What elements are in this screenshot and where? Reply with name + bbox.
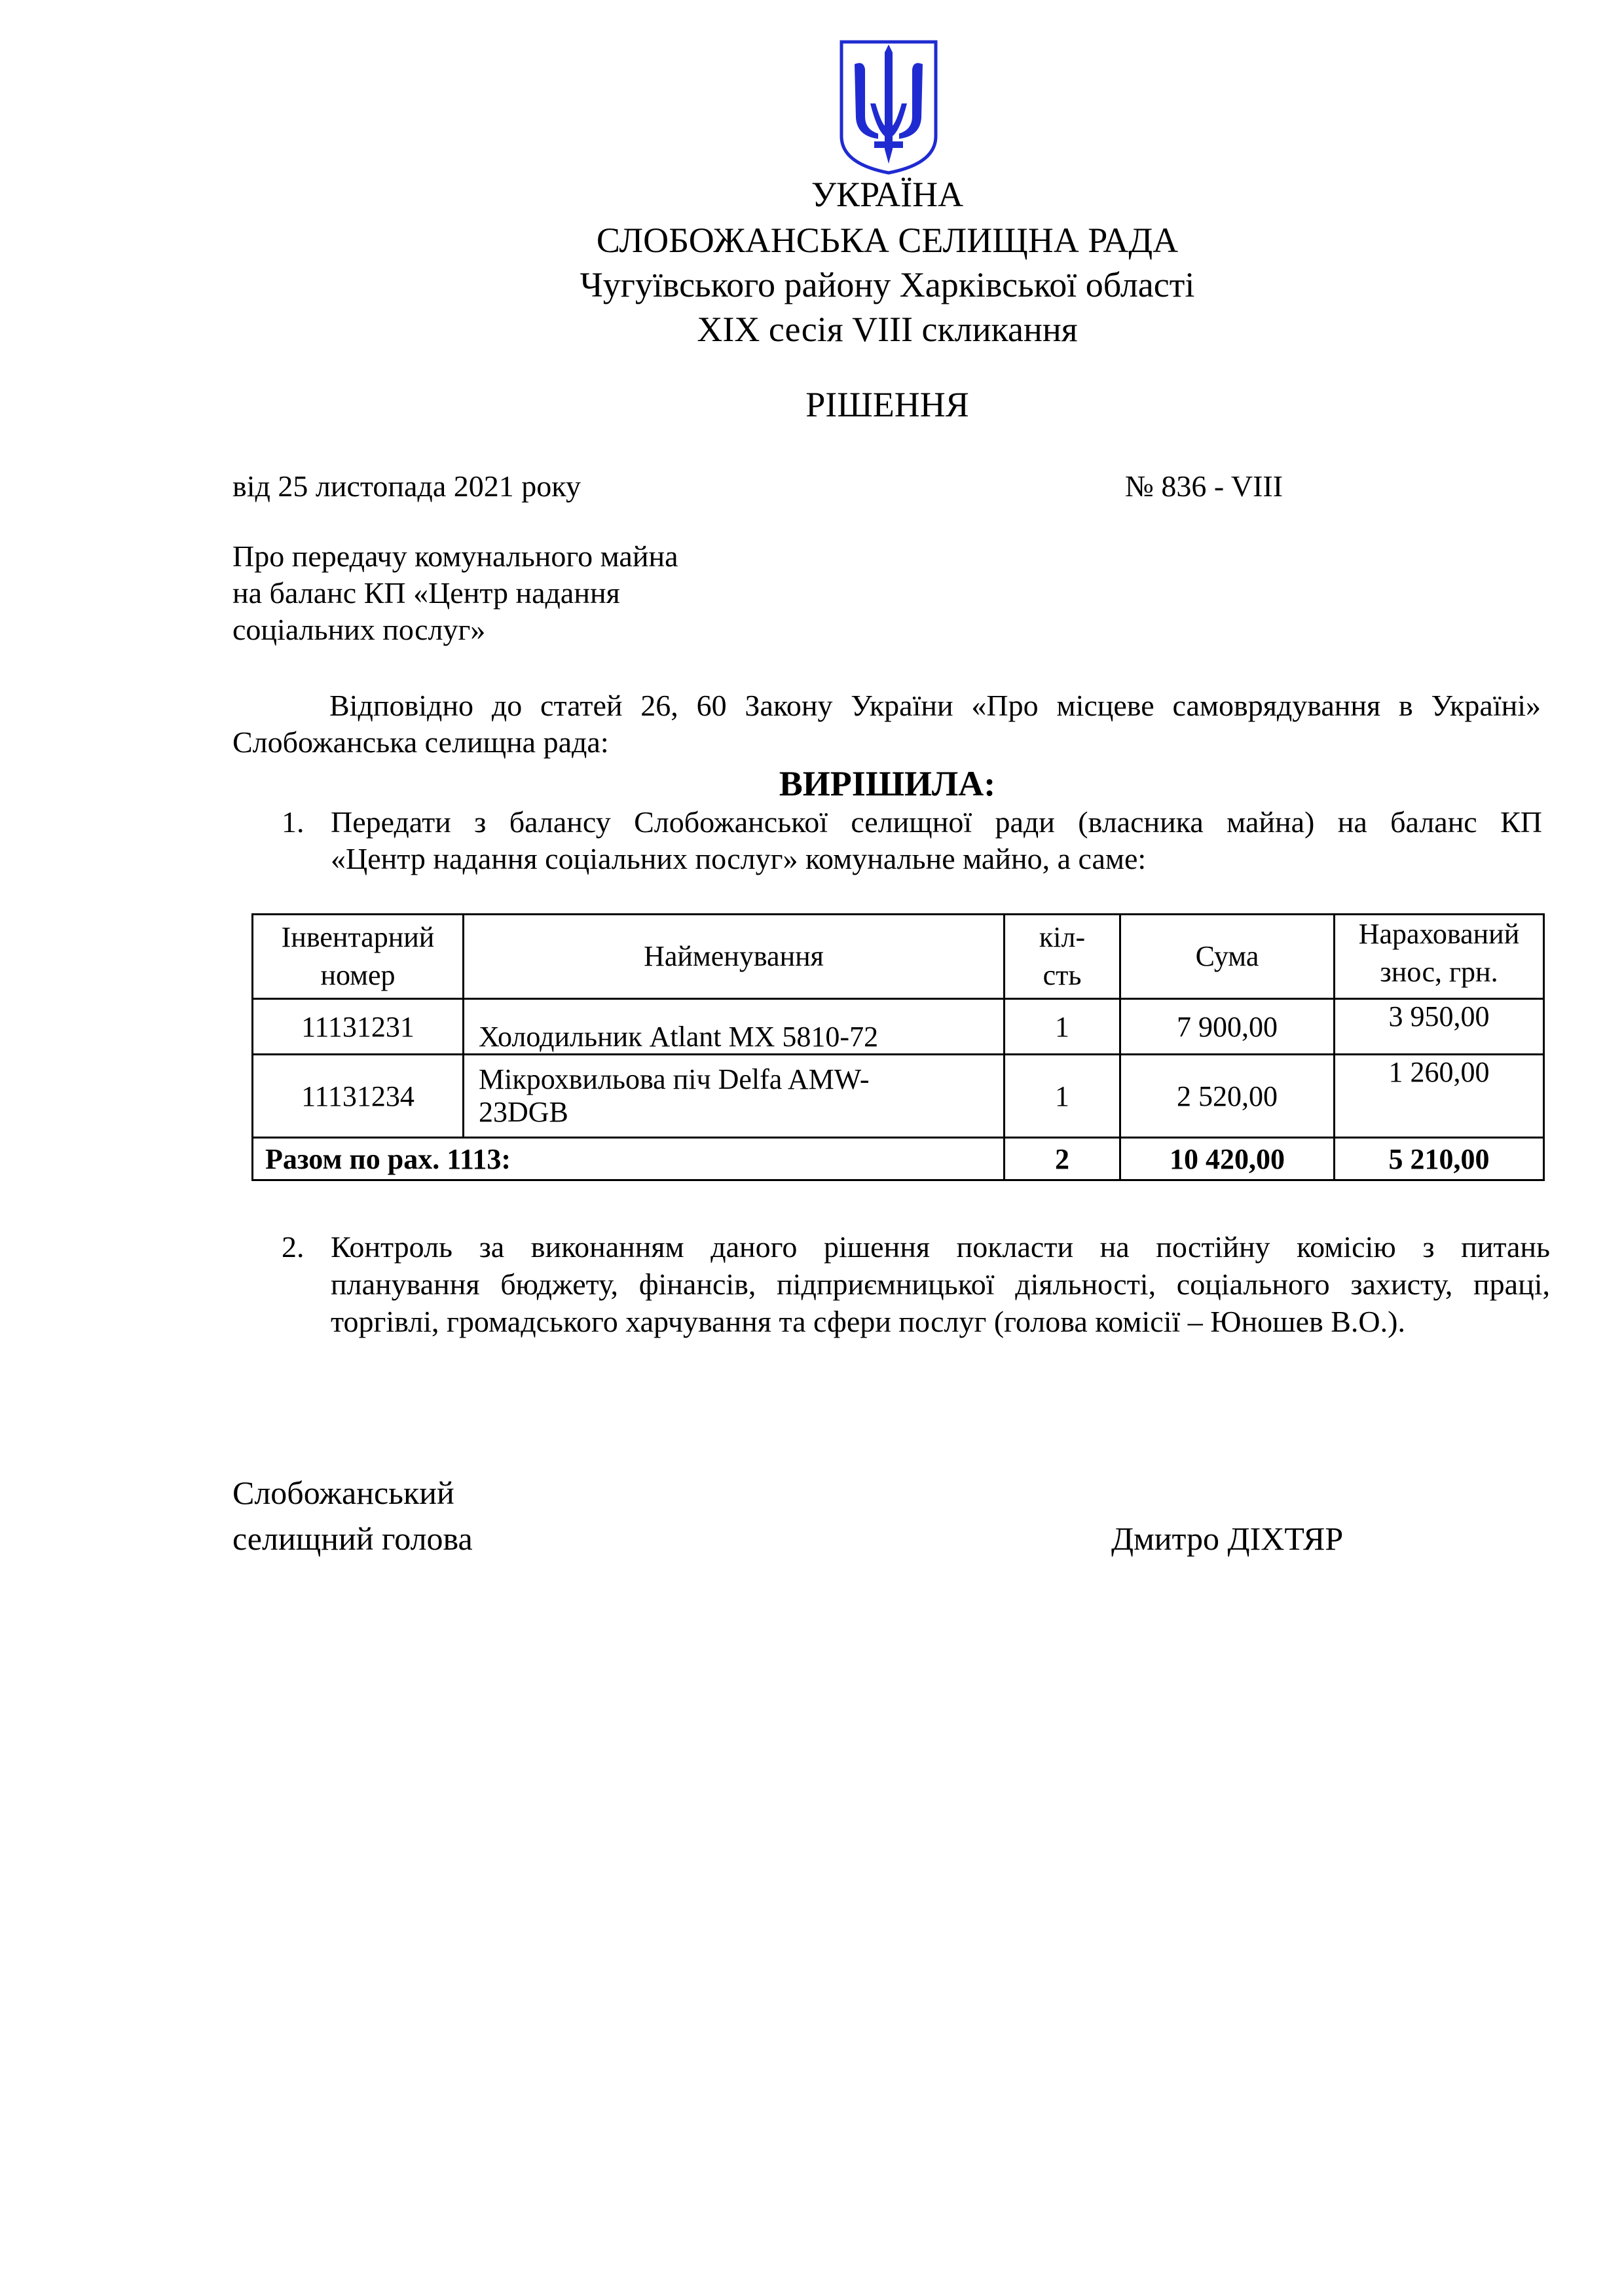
signatory-title-line-1: Слобожанський (232, 1474, 454, 1511)
district-line: Чугуївського району Харківської області (580, 265, 1195, 304)
subject-line-1: Про передачу комунального майна (232, 539, 678, 573)
item-2-line-3: торгівлі, громадського харчування та сфери послуг (голова комісії – Юношев В.О.). (331, 1305, 1405, 1338)
decided-heading: ВИРІШИЛА: (779, 764, 996, 803)
row-quantity: 1 (1005, 999, 1120, 1055)
document-type: РІШЕННЯ (805, 385, 969, 424)
table-header-row (253, 915, 1544, 999)
header-name: Найменування (464, 915, 1005, 999)
subject-line-3: соціальних послуг» (232, 613, 486, 646)
row-inventory-number: 11131234 (253, 1055, 464, 1138)
item-1-line-1: Передати з балансу Слобожанської селищної ради (власника майна) на баланс КП (331, 805, 1542, 839)
council-title: СЛОБОЖАНСЬКА СЕЛИЩНА РАДА (596, 221, 1179, 260)
row-name: Холодильник Atlant MX 5810-72 (464, 999, 1005, 1055)
row-depreciation: 1 260,00 (1335, 1055, 1544, 1138)
signatory-title-line-2: селищний голова (232, 1520, 473, 1557)
total-depreciation: 5 210,00 (1335, 1138, 1544, 1180)
ukraine-trident-emblem-icon (838, 38, 940, 177)
row-sum: 7 900,00 (1120, 999, 1335, 1055)
row-sum: 2 520,00 (1120, 1055, 1335, 1138)
table-total-row (253, 1138, 1544, 1180)
table-row (253, 999, 1544, 1055)
row-quantity: 1 (1005, 1055, 1120, 1138)
row-name: Мікрохвильова піч Delfa AMW- 23DGB (464, 1055, 1005, 1138)
session-line: XIX сесія VIII скликання (697, 310, 1078, 349)
header-depreciation: Нарахований знос, грн. (1335, 915, 1544, 999)
country-title: УКРАЇНА (811, 175, 964, 214)
item-2-line-1: Контроль за виконанням даного рішення покласти на постійну комісію з питань (331, 1230, 1550, 1264)
total-sum: 10 420,00 (1120, 1138, 1335, 1180)
row-inventory-number: 11131231 (253, 999, 464, 1055)
preamble-line-2: Слобожанська селищна рада: (232, 725, 609, 759)
signatory-name: Дмитро ДІХТЯР (1111, 1520, 1344, 1557)
item-1-number: 1. (282, 805, 304, 839)
row-depreciation: 3 950,00 (1335, 999, 1544, 1055)
decision-number: № 836 - VIII (1125, 469, 1283, 503)
item-2-line-2: планування бюджету, фінансів, підприємницької діяльності, соціального захисту, праці, (331, 1267, 1550, 1301)
assets-table (251, 913, 1545, 1181)
header-quantity: кіл- сть (1005, 915, 1120, 999)
total-quantity: 2 (1005, 1138, 1120, 1180)
item-2-number: 2. (282, 1230, 304, 1264)
header-inventory-number: Інвентарний номер (253, 915, 464, 999)
item-1-line-2: «Центр надання соціальних послуг» комунальне майно, а саме: (331, 842, 1147, 875)
subject-line-2: на баланс КП «Центр надання (232, 576, 620, 610)
total-label: Разом по рах. 1113: (253, 1138, 1005, 1180)
preamble-line-1: Відповідно до статей 26, 60 Закону України «Про місцеве самоврядування в Україні» (329, 689, 1541, 722)
decision-date: від 25 листопада 2021 року (232, 469, 581, 503)
header-sum: Сума (1120, 915, 1335, 999)
table-row (253, 1055, 1544, 1138)
